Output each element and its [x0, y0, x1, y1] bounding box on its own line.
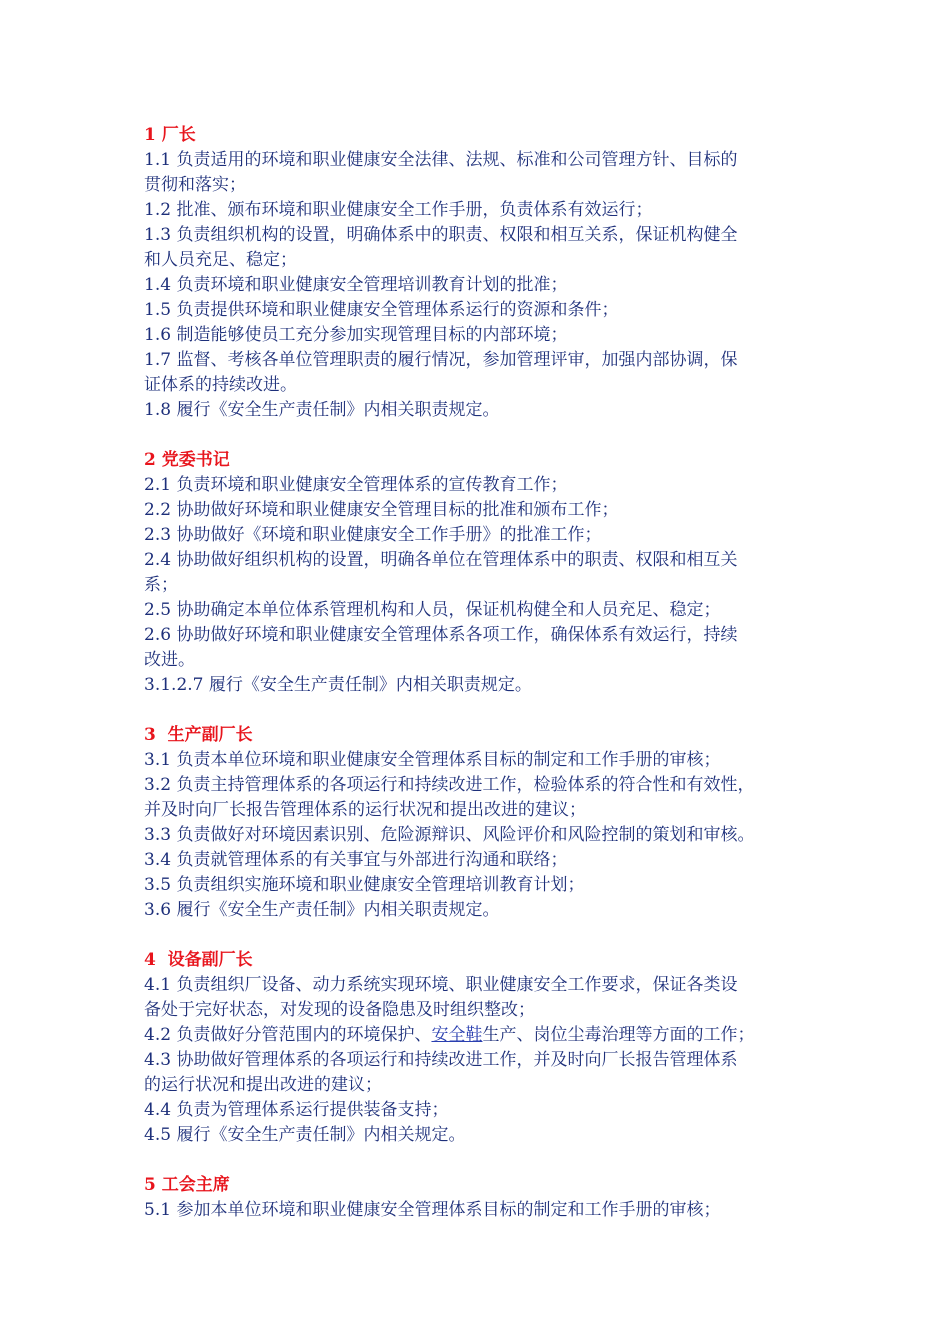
duty-item: 2.4 协助做好组织机构的设置，明确各单位在管理体系中的职责、权限和相互关 系； [144, 550, 738, 595]
duty-item: 4.1 负责组织厂设备、动力系统实现环境、职业健康安全工作要求，保证各类设 备处于完好状态，对发现的设备隐患及时组织整改； [144, 975, 738, 1020]
duty-item: 3.6 履行《安全生产责任制》内相关职责规定。 [144, 900, 500, 920]
duty-item: 4.4 负责为管理体系运行提供装备支持； [144, 1100, 449, 1120]
duty-item: 1.2 批准、颁布环境和职业健康安全工作手册，负责体系有效运行； [144, 200, 653, 220]
duty-item: 3.5 负责组织实施环境和职业健康安全管理培训教育计划； [144, 875, 585, 895]
section-factory-director [144, 123, 816, 423]
duty-item: 5.1 参加本单位环境和职业健康安全管理体系目标的制定和工作手册的审核； [144, 1200, 721, 1220]
section-heading: 5 工会主席 [144, 1175, 230, 1195]
section-heading: 3 生产副厂长 [144, 725, 253, 745]
duty-item: 3.1 负责本单位环境和职业健康安全管理体系目标的制定和工作手册的审核； [144, 750, 721, 770]
duty-item: 4.5 履行《安全生产责任制》内相关规定。 [144, 1125, 466, 1145]
duty-item: 1.4 负责环境和职业健康安全管理培训教育计划的批准； [144, 275, 568, 295]
duty-item: 4.3 协助做好管理体系的各项运行和持续改进工作，并及时向厂长报告管理体系 的运行状况和提出改进的建议； [144, 1050, 738, 1095]
duty-item: 2.2 协助做好环境和职业健康安全管理目标的批准和颁布工作； [144, 500, 619, 520]
duty-item-text: 生产、岗位尘毒治理等方面的工作； [482, 1025, 755, 1045]
section-heading: 2 党委书记 [144, 450, 230, 470]
section-equipment-deputy [144, 948, 816, 1148]
duty-item: 1.7 监督、考核各单位管理职责的履行情况，参加管理评审，加强内部协调，保 证体系的持续改进。 [144, 350, 738, 395]
duty-item: 3.2 负责主持管理体系的各项运行和持续改进工作，检验体系的符合性和有效性， 并及时向厂长报告管理体系的运行状况和提出改进的建议； [144, 775, 755, 820]
duty-item: 1.1 负责适用的环境和职业健康安全法律、法规、标准和公司管理方针、目标的 贯彻和落实； [144, 150, 738, 195]
safety-shoes-link[interactable]: 安全鞋 [431, 1025, 483, 1045]
duty-item: 3.4 负责就管理体系的有关事宜与外部进行沟通和联络； [144, 850, 568, 870]
duty-item: 1.5 负责提供环境和职业健康安全管理体系运行的资源和条件； [144, 300, 619, 320]
duty-item-with-link [144, 1023, 816, 1048]
duty-item-text: 4.2 负责做好分管范围内的环境保护、 [144, 1025, 432, 1045]
duty-item: 2.6 协助做好环境和职业健康安全管理体系各项工作，确保体系有效运行，持续 改进。 [144, 625, 738, 670]
duty-item: 1.8 履行《安全生产责任制》内相关职责规定。 [144, 400, 500, 420]
duty-item: 1.6 制造能够使员工充分参加实现管理目标的内部环境； [144, 325, 568, 345]
section-party-secretary [144, 448, 816, 698]
duty-item: 3.3 负责做好对环境因素识别、危险源辩识、风险评价和风险控制的策划和审核。 [144, 825, 755, 845]
section-union-chairman [144, 1173, 816, 1223]
duty-item: 1.3 负责组织机构的设置，明确体系中的职责、权限和相互关系，保证机构健全 和人员充足、稳定； [144, 225, 738, 270]
section-heading: 4 设备副厂长 [144, 950, 253, 970]
duty-item: 2.1 负责环境和职业健康安全管理体系的宣传教育工作； [144, 475, 568, 495]
section-production-deputy [144, 723, 816, 923]
duty-item: 3.1.2.7 履行《安全生产责任制》内相关职责规定。 [144, 675, 532, 695]
document-page [144, 123, 816, 1248]
section-heading: 1 厂长 [144, 125, 196, 145]
duty-item: 2.5 协助确定本单位体系管理机构和人员，保证机构健全和人员充足、稳定； [144, 600, 721, 620]
duty-item: 2.3 协助做好《环境和职业健康安全工作手册》的批准工作； [144, 525, 602, 545]
